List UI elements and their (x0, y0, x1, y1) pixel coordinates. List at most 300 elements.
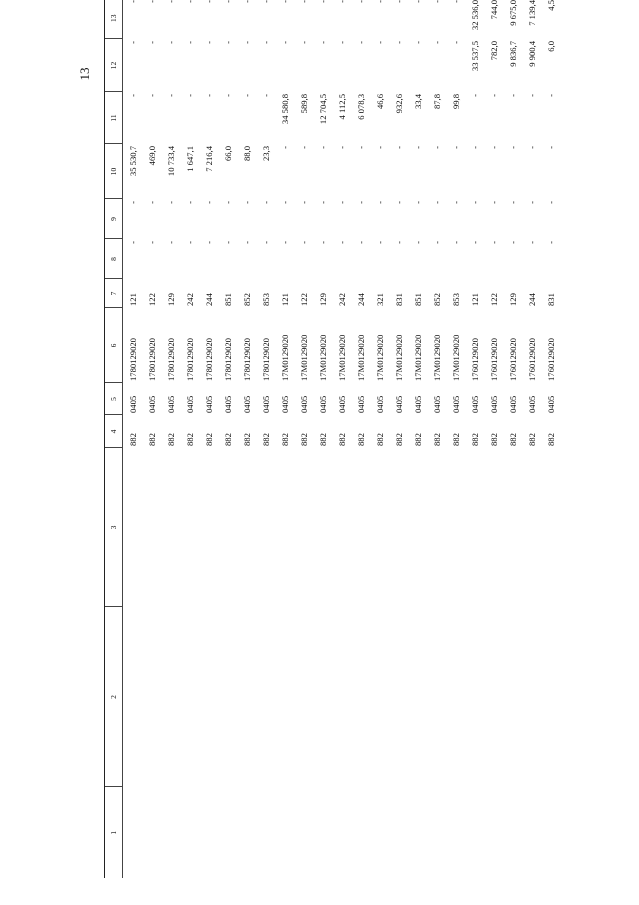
table-cell: 242 (184, 293, 195, 306)
table-cell: 882 (279, 433, 290, 446)
column-number-cell: 7 (105, 279, 123, 308)
table-row (408, 0, 427, 878)
table-row (256, 0, 275, 878)
table-cell: 17M0129020 (393, 334, 404, 381)
table-row (370, 0, 389, 878)
table-cell: 7 139,4 (526, 0, 537, 26)
table-cell (503, 787, 522, 878)
table-cell: - (298, 241, 309, 244)
table-cell: 932,6 (393, 94, 404, 114)
table-row (332, 0, 351, 878)
table-cell (199, 607, 218, 787)
budget-table (104, 0, 560, 878)
table-cell (389, 787, 408, 878)
table-cell: - (222, 41, 233, 44)
table-cell: 9 675,0 (507, 0, 518, 26)
table-cell: 121 (469, 293, 480, 306)
table-cell: 882 (488, 433, 499, 446)
table-cell: 0405 (488, 395, 499, 413)
table-cell: - (165, 94, 176, 97)
table-cell: 17M0129020 (317, 334, 328, 381)
table-cell: 782,0 (488, 41, 499, 61)
table-cell: 0405 (260, 395, 271, 413)
table-row (275, 0, 294, 878)
table-row (218, 0, 237, 878)
table-cell: - (412, 41, 423, 44)
column-number-cell: 10 (105, 144, 123, 199)
table-cell (180, 448, 199, 607)
table-cell: 882 (203, 433, 214, 446)
table-cell: 1780129020 (222, 338, 233, 381)
table-cell: - (203, 41, 214, 44)
table-cell (313, 787, 332, 878)
table-cell: - (222, 94, 233, 97)
table-cell: - (374, 0, 385, 3)
table-cell: - (165, 0, 176, 3)
table-cell: - (336, 201, 347, 204)
table-cell: - (184, 41, 195, 44)
table-cell: 882 (469, 433, 480, 446)
table-cell (142, 448, 161, 607)
column-number-cell: 11 (105, 92, 123, 144)
table-cell: - (355, 241, 366, 244)
table-cell: - (393, 41, 404, 44)
table-cell: - (393, 146, 404, 149)
table-cell (142, 607, 161, 787)
table-cell: - (488, 241, 499, 244)
table-cell (218, 787, 237, 878)
table-cell (541, 787, 560, 878)
column-number-cell: 12 (105, 39, 123, 92)
table-cell: - (146, 94, 157, 97)
table-cell: - (412, 0, 423, 3)
table-cell: 882 (545, 433, 556, 446)
table-cell: 6 078,3 (355, 94, 366, 120)
table-cell: 852 (431, 293, 442, 306)
table-cell: 1780129020 (203, 338, 214, 381)
table-cell: 122 (298, 293, 309, 306)
table-cell: 242 (336, 293, 347, 306)
table-row (503, 0, 522, 878)
table-cell: 1760129020 (545, 338, 556, 381)
table-cell (351, 787, 370, 878)
table-cell: 882 (336, 433, 347, 446)
table-cell: - (355, 201, 366, 204)
table-cell (161, 448, 180, 607)
table-cell: 122 (488, 293, 499, 306)
table-cell (389, 607, 408, 787)
table-cell: - (203, 94, 214, 97)
table-cell: - (184, 94, 195, 97)
table-cell: - (450, 0, 461, 3)
table-cell (503, 448, 522, 607)
table-cell: 121 (127, 293, 138, 306)
table-cell (123, 787, 143, 878)
table-cell (161, 787, 180, 878)
table-cell: 12 704,5 (317, 94, 328, 125)
table-cell: 99,8 (450, 94, 461, 110)
table-cell: 121 (279, 293, 290, 306)
table-cell (199, 787, 218, 878)
table-cell (256, 607, 275, 787)
table-row (180, 0, 199, 878)
table-cell: - (298, 146, 309, 149)
table-cell: - (469, 201, 480, 204)
table-cell (465, 448, 484, 607)
table-cell: 129 (507, 293, 518, 306)
table-cell: 0405 (526, 395, 537, 413)
table-cell: 882 (507, 433, 518, 446)
table-cell (503, 607, 522, 787)
column-number-cell: 2 (105, 607, 123, 787)
table-cell: - (260, 94, 271, 97)
table-cell: - (260, 41, 271, 44)
table-cell: - (279, 146, 290, 149)
table-cell (275, 607, 294, 787)
table-row (199, 0, 218, 878)
table-cell: 831 (393, 293, 404, 306)
table-cell: - (374, 241, 385, 244)
table-cell (484, 607, 503, 787)
table-cell: 4 112,5 (336, 94, 347, 120)
table-cell: 0405 (336, 395, 347, 413)
table-cell: - (545, 94, 556, 97)
table-cell: 244 (203, 293, 214, 306)
table-cell: 46,6 (374, 94, 385, 110)
table-cell: - (298, 0, 309, 3)
table-row (522, 0, 541, 878)
table-cell: - (545, 201, 556, 204)
table-cell (465, 607, 484, 787)
column-number-cell: 8 (105, 239, 123, 279)
table-cell: 1780129020 (127, 338, 138, 381)
table-cell: 852 (241, 293, 252, 306)
table-row (484, 0, 503, 878)
table-cell: - (526, 94, 537, 97)
table-cell: 882 (431, 433, 442, 446)
table-cell: 244 (526, 293, 537, 306)
table-cell: 0405 (165, 395, 176, 413)
table-cell: - (203, 0, 214, 3)
table-row (123, 0, 143, 878)
table-cell: 0405 (241, 395, 252, 413)
column-number-cell: 1 (105, 787, 123, 878)
table-cell: - (450, 241, 461, 244)
table-cell: - (526, 201, 537, 204)
column-number-cell: 9 (105, 199, 123, 239)
table-cell: 0405 (412, 395, 423, 413)
table-cell (370, 787, 389, 878)
table-cell: - (184, 241, 195, 244)
table-cell: 66,0 (222, 146, 233, 162)
table-cell: 88,0 (241, 146, 252, 162)
table-cell (484, 787, 503, 878)
table-cell: - (127, 94, 138, 97)
table-cell (389, 448, 408, 607)
table-cell: 17M0129020 (374, 334, 385, 381)
table-cell: 882 (146, 433, 157, 446)
table-cell: 882 (127, 433, 138, 446)
table-cell: - (336, 146, 347, 149)
column-number-cell: 4 (105, 415, 123, 448)
table-cell (180, 607, 199, 787)
table-cell: - (431, 241, 442, 244)
table-cell: - (431, 0, 442, 3)
table-cell: - (241, 201, 252, 204)
table-cell: - (279, 0, 290, 3)
table-cell: - (393, 0, 404, 3)
table-cell: - (488, 146, 499, 149)
table-cell: - (450, 201, 461, 204)
table-row (446, 0, 465, 878)
table-cell: - (507, 146, 518, 149)
table-cell: - (431, 41, 442, 44)
table-cell (313, 607, 332, 787)
table-cell: 882 (412, 433, 423, 446)
table-cell: - (488, 201, 499, 204)
table-cell: 1 647,1 (184, 146, 195, 172)
table-cell: - (336, 241, 347, 244)
table-cell: 882 (393, 433, 404, 446)
table-cell: - (507, 94, 518, 97)
table-cell: 0405 (355, 395, 366, 413)
table-cell: - (374, 41, 385, 44)
table-cell: - (374, 146, 385, 149)
table-cell: 10 733,4 (165, 146, 176, 177)
table-cell (237, 448, 256, 607)
table-cell: - (507, 201, 518, 204)
table-cell: 853 (450, 293, 461, 306)
table-cell: 1780129020 (146, 338, 157, 381)
table-cell: - (146, 0, 157, 3)
table-cell (218, 448, 237, 607)
table-cell: 0405 (146, 395, 157, 413)
table-cell: - (412, 146, 423, 149)
table-cell: - (279, 41, 290, 44)
table-cell (294, 787, 313, 878)
table-cell (313, 448, 332, 607)
table-cell: 1760129020 (526, 338, 537, 381)
table-row (237, 0, 256, 878)
table-cell (427, 787, 446, 878)
table-cell: 851 (412, 293, 423, 306)
table-cell: 33 537,5 (469, 41, 480, 72)
table-cell: 0405 (507, 395, 518, 413)
table-cell: 33,4 (412, 94, 423, 110)
table-cell: - (431, 201, 442, 204)
table-cell: 17M0129020 (431, 334, 442, 381)
table-cell (465, 787, 484, 878)
table-cell (123, 607, 143, 787)
table-cell: - (450, 146, 461, 149)
table-cell: - (127, 241, 138, 244)
table-cell: 744,0 (488, 0, 499, 20)
table-cell (408, 607, 427, 787)
table-cell: 882 (298, 433, 309, 446)
table-cell (351, 607, 370, 787)
table-cell (541, 607, 560, 787)
table-cell: - (127, 41, 138, 44)
table-cell: - (431, 146, 442, 149)
table-cell: 7 216,4 (203, 146, 214, 172)
table-cell: - (222, 0, 233, 3)
table-cell (294, 607, 313, 787)
table-cell: 35 530,7 (127, 146, 138, 177)
table-cell: 129 (317, 293, 328, 306)
table-cell: 882 (241, 433, 252, 446)
table-cell: 17M0129020 (336, 334, 347, 381)
table-cell: - (336, 41, 347, 44)
table-cell: 4,5 (545, 0, 556, 11)
table-cell: 1780129020 (165, 338, 176, 381)
table-row (465, 0, 484, 878)
table-cell: 17M0129020 (450, 334, 461, 381)
table-cell (446, 448, 465, 607)
table-row (161, 0, 180, 878)
table-cell: - (507, 241, 518, 244)
column-number-header (105, 0, 123, 878)
table-cell: 17M0129020 (412, 334, 423, 381)
table-cell: - (450, 41, 461, 44)
table-cell: - (317, 241, 328, 244)
table-cell: - (260, 241, 271, 244)
table-cell: - (127, 0, 138, 3)
table-cell: - (241, 94, 252, 97)
table-cell: - (146, 241, 157, 244)
table-cell: 1780129020 (260, 338, 271, 381)
table-cell: 882 (450, 433, 461, 446)
table-cell (351, 448, 370, 607)
table-cell: 0405 (545, 395, 556, 413)
table-cell: 0405 (317, 395, 328, 413)
table-cell (256, 448, 275, 607)
table-cell: 9 900,4 (526, 41, 537, 67)
table-cell: 0405 (222, 395, 233, 413)
table-cell (370, 448, 389, 607)
table-cell: - (165, 241, 176, 244)
table-cell (237, 607, 256, 787)
table-cell: - (393, 201, 404, 204)
table-cell (408, 787, 427, 878)
table-cell: 882 (184, 433, 195, 446)
table-row (427, 0, 446, 878)
table-cell: - (469, 241, 480, 244)
table-cell: 32 536,0 (469, 0, 480, 31)
table-cell (370, 607, 389, 787)
budget-table-rotated (104, 0, 556, 878)
table-cell (180, 787, 199, 878)
table-cell: - (336, 0, 347, 3)
table-cell: 17M0129020 (355, 334, 366, 381)
table-cell: 321 (374, 293, 385, 306)
table-cell: 882 (260, 433, 271, 446)
table-cell (123, 448, 143, 607)
table-cell (294, 448, 313, 607)
table-cell: - (374, 201, 385, 204)
table-cell (332, 787, 351, 878)
table-cell (522, 607, 541, 787)
table-cell: 0405 (374, 395, 385, 413)
table-cell: - (355, 41, 366, 44)
table-cell: 831 (545, 293, 556, 306)
table-cell (541, 448, 560, 607)
table-cell: - (355, 0, 366, 3)
table-cell: - (298, 41, 309, 44)
table-cell: - (317, 201, 328, 204)
table-cell: - (222, 201, 233, 204)
table-cell: - (488, 94, 499, 97)
table-cell (332, 448, 351, 607)
table-cell: - (146, 41, 157, 44)
table-cell: - (241, 0, 252, 3)
table-cell: 17M0129020 (298, 334, 309, 381)
table-row (541, 0, 560, 878)
column-number-cell: 6 (105, 308, 123, 383)
table-cell: 122 (146, 293, 157, 306)
table-cell: 1780129020 (184, 338, 195, 381)
table-cell: - (469, 146, 480, 149)
table-row (142, 0, 161, 878)
table-cell: - (279, 241, 290, 244)
table-cell: - (260, 0, 271, 3)
table-cell: 0405 (450, 395, 461, 413)
table-cell: 589,8 (298, 94, 309, 114)
table-row (389, 0, 408, 878)
table-cell: - (127, 201, 138, 204)
table-cell: - (526, 241, 537, 244)
table-cell: 23,3 (260, 146, 271, 162)
table-cell: 882 (317, 433, 328, 446)
table-cell: 882 (355, 433, 366, 446)
table-cell: 6,0 (545, 41, 556, 52)
table-cell: - (165, 41, 176, 44)
table-row (351, 0, 370, 878)
table-cell: 244 (355, 293, 366, 306)
table-cell: 882 (374, 433, 385, 446)
table-cell: 1780129020 (241, 338, 252, 381)
table-cell: - (412, 241, 423, 244)
table-cell (161, 607, 180, 787)
table-cell (408, 448, 427, 607)
table-cell: 9 836,7 (507, 41, 518, 67)
table-cell: 1760129020 (469, 338, 480, 381)
table-cell: - (184, 0, 195, 3)
table-cell (332, 607, 351, 787)
table-cell: - (184, 201, 195, 204)
table-cell: - (469, 94, 480, 97)
table-cell: - (165, 201, 176, 204)
table-cell: - (545, 146, 556, 149)
table-cell: - (203, 241, 214, 244)
table-cell: 882 (222, 433, 233, 446)
table-cell (522, 787, 541, 878)
table-cell (522, 448, 541, 607)
table-cell: 882 (526, 433, 537, 446)
table-cell (427, 607, 446, 787)
table-cell: - (203, 201, 214, 204)
column-number-cell: 13 (105, 0, 123, 39)
table-cell (199, 448, 218, 607)
table-cell: - (222, 241, 233, 244)
table-cell: 851 (222, 293, 233, 306)
table-cell: 17M0129020 (279, 334, 290, 381)
table-cell: - (279, 201, 290, 204)
table-cell: - (317, 146, 328, 149)
table-cell: 0405 (298, 395, 309, 413)
table-cell (218, 607, 237, 787)
table-cell: 882 (165, 433, 176, 446)
column-number-cell: 5 (105, 383, 123, 415)
